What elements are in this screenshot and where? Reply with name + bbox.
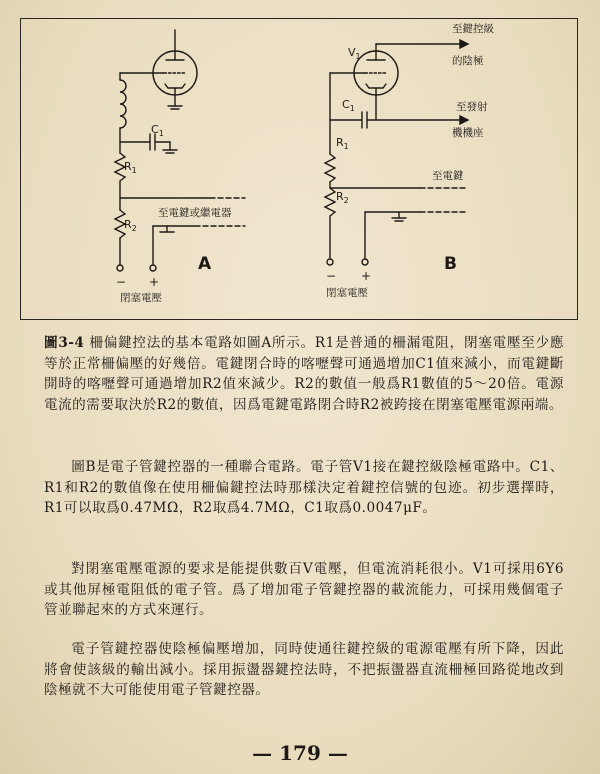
a-minus: − bbox=[116, 275, 127, 289]
paragraph-1-text: 柵偏鍵控法的基本電路如圖A所示。R1是普通的柵漏電阻，閉塞電壓至少應等於正常柵偏壓的好幾倍。電鍵閉合時的喀嚦聲可通過增加C1值來減小，而電鍵斷開時的喀嚦聲可通過增加R2值來減少。R2的數值一般爲R1數值的5～20倍。電源電流的需要取決於R2的數值，因爲電鍵電路閉合時R2被跨接在閉塞電壓電源兩端。 bbox=[44, 335, 564, 413]
circuit-a bbox=[115, 30, 245, 271]
paragraph-2: 圖B是電子管鍵控器的一種聯合電路。電子管V1接在鍵控級陰極電路中。C1、R1和R2的數值像在使用柵偏鍵控法時那樣決定着鍵控信號的包迹。初步選擇時，R1可以取爲0.47MΩ，R2取爲4.7MΩ，C1取爲0.0047μF。 bbox=[44, 459, 564, 517]
a-plus: + bbox=[149, 275, 160, 289]
figure-b-label: B bbox=[444, 254, 457, 274]
b-plus: + bbox=[361, 269, 372, 283]
resistor-b-r2 bbox=[325, 188, 335, 216]
b-cathode-line2: 的陰極 bbox=[452, 55, 484, 67]
paragraph-3: 對閉塞電壓電源的要求是能提供數百V電壓，但電流消耗很小。V1可採用6Y6或其他屏極電阻低的電子管。爲了增加電子管鍵控器的載流能力，可採用幾個電子管並聯起來的方式來運行。 bbox=[44, 561, 564, 619]
b-v1-label: $V_1$ bbox=[348, 46, 361, 61]
paragraph-4: 電子管鍵控器使陰極偏壓增加，同時使通往鍵控級的電源電壓有所下降，因此將會使該級的輸出減小。採用振盪器鍵控法時，不把振盪器直流柵極回路從地改到陰極就不大可能使用電子管鍵控器。 bbox=[44, 641, 564, 699]
circuit-diagram bbox=[20, 18, 576, 318]
b-c1-label: $C_1$ bbox=[342, 98, 355, 113]
a-c1-label: $C_1$ bbox=[151, 123, 164, 138]
a-r2-label: $R_2$ bbox=[124, 218, 137, 233]
resistor-b-r1 bbox=[325, 154, 335, 182]
a-bias-label: 閉塞電壓 bbox=[120, 292, 162, 304]
b-key-label: 至電鍵 bbox=[432, 170, 464, 182]
a-to-key-label: 至電鍵或繼電器 bbox=[158, 207, 232, 219]
b-cathode-line1: 至鍵控級 bbox=[452, 23, 494, 35]
paragraph-caption bbox=[44, 333, 564, 415]
a-r1-label: $R_1$ bbox=[124, 160, 137, 175]
circuit-b bbox=[325, 40, 468, 265]
figure-caption-label: 圖3-4 bbox=[44, 335, 85, 351]
inductor-a bbox=[120, 80, 126, 128]
b-bias-label: 閉塞電壓 bbox=[326, 287, 368, 299]
page-number: — 179 — bbox=[252, 741, 348, 765]
b-r1-label: $R_1$ bbox=[336, 136, 349, 151]
b-tx-line1: 至發射 bbox=[456, 101, 488, 113]
figure-a-label: A bbox=[198, 254, 212, 274]
b-minus: − bbox=[326, 269, 337, 283]
b-r2-label: $R_2$ bbox=[336, 190, 349, 205]
b-tx-line2: 機機座 bbox=[452, 127, 484, 139]
